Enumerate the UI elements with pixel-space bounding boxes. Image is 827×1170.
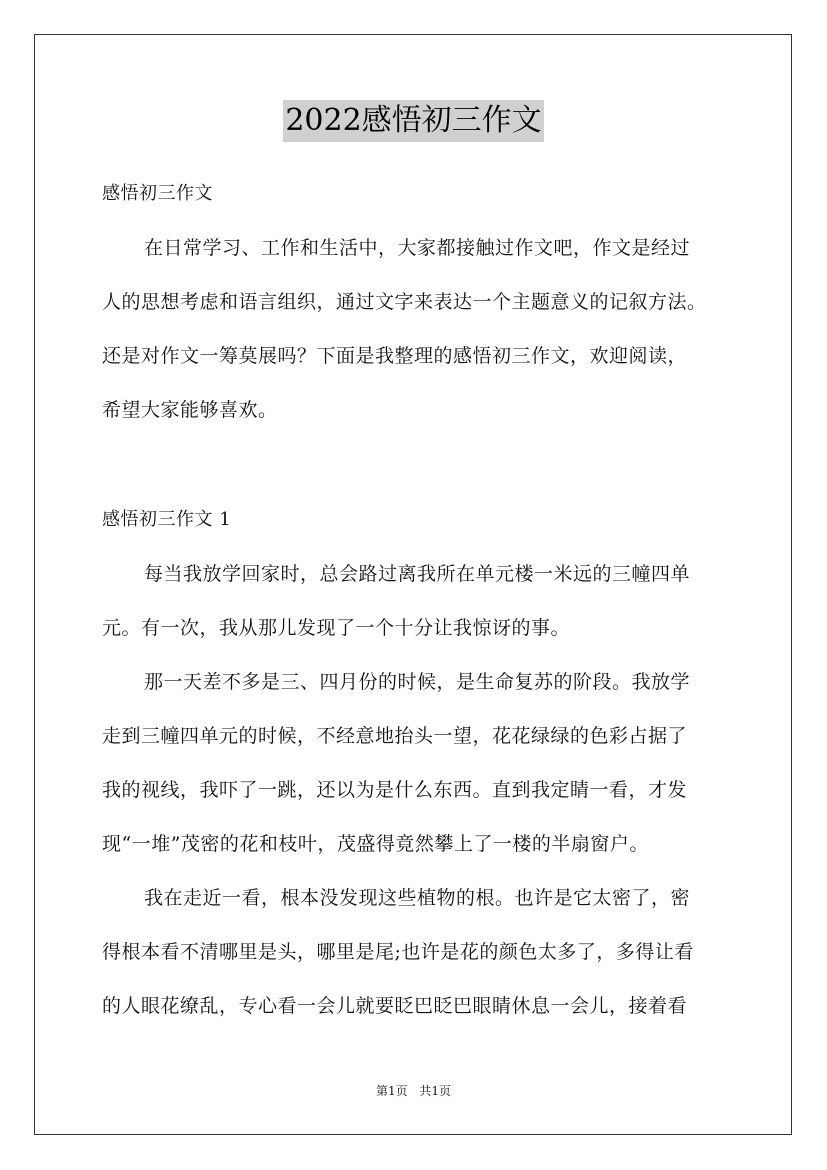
- paragraph-line: 现“一堆”茂密的花和枝叶，茂盛得竟然攀上了一楼的半扇窗户。: [102, 833, 649, 855]
- paragraph-line: 的人眼花缭乱，专心看一会儿就要眨巴眨巴眼睛休息一会儿，接着看: [102, 995, 688, 1017]
- paragraph-line: 那一天差不多是三、四月份的时候，是生命复苏的阶段。我放学: [144, 671, 691, 693]
- paragraph-line: 人的思想考虑和语言组织，通过文字来表达一个主题意义的记叙方法。: [102, 291, 707, 313]
- page-number: 第1页: [375, 1084, 408, 1098]
- paragraph-line: 在日常学习、工作和生活中，大家都接触过作文吧，作文是经过: [144, 237, 691, 259]
- page-total: 共1页: [419, 1084, 452, 1098]
- paragraph-line: 每当我放学回家时，总会路过离我所在单元楼一米远的三幢四单: [144, 563, 691, 585]
- paragraph-line: 走到三幢四单元的时候，不经意地抬头一望，花花绿绿的色彩占据了: [102, 725, 688, 747]
- paragraph-line: 还是对作文一筹莫展吗？下面是我整理的感悟初三作文，欢迎阅读，: [102, 345, 688, 367]
- paragraph-line: 我在走近一看，根本没发现这些植物的根。也许是它太密了，密: [144, 887, 691, 909]
- section-heading-essay-1: 感悟初三作文 1: [102, 509, 232, 530]
- title-container: [0, 100, 827, 142]
- paragraph-line: 得根本看不清哪里是头，哪里是尾;也许是花的颜色太多了，多得让看: [102, 941, 694, 963]
- page-footer: [0, 1083, 827, 1099]
- paragraph-line: 元。有一次，我从那儿发现了一个十分让我惊讶的事。: [102, 617, 571, 639]
- document-title: 2022感悟初三作文: [283, 100, 543, 142]
- section-heading-intro: 感悟初三作文: [102, 183, 213, 204]
- paragraph-line: 我的视线，我吓了一跳，还以为是什么东西。直到我定睛一看，才发: [102, 779, 688, 801]
- paragraph-line: 希望大家能够喜欢。: [102, 399, 278, 421]
